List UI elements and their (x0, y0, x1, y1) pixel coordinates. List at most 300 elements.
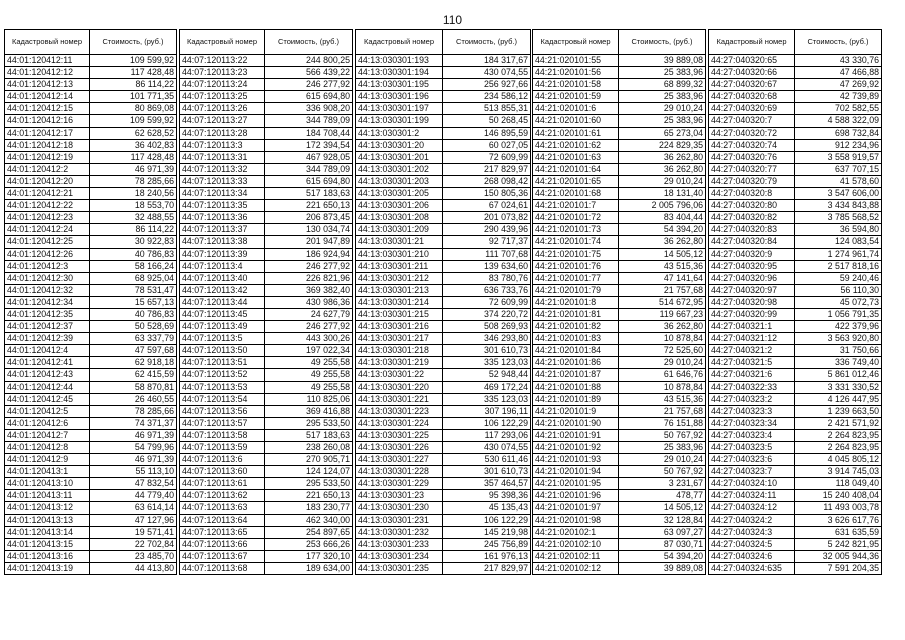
table-row (5, 490, 177, 502)
table-row (5, 478, 177, 490)
cadastral-number-cell: 44:21:020101:92 (533, 442, 619, 454)
cost-cell: 36 594,80 (795, 224, 882, 236)
table-row (5, 200, 177, 212)
cost-cell: 224 829,35 (619, 139, 706, 151)
cost-cell: 61 646,76 (619, 369, 706, 381)
cadastral-number-cell: 44:21:020101:87 (533, 369, 619, 381)
cost-cell: 184 708,44 (265, 127, 353, 139)
table-row (533, 321, 706, 333)
table-row (356, 175, 531, 187)
cost-cell: 270 905,71 (265, 454, 353, 466)
table-row (533, 175, 706, 187)
cadastral-number-cell: 44:01:120412:7 (5, 429, 90, 441)
cadastral-number-cell: 44:13:030301:211 (356, 260, 443, 272)
cost-cell: 3 547 606,00 (795, 188, 882, 200)
cadastral-number-cell: 44:01:120412:45 (5, 393, 90, 405)
table-row (709, 429, 882, 441)
cost-cell: 186 924,94 (265, 248, 353, 260)
cost-cell: 11 493 003,78 (795, 502, 882, 514)
cost-cell: 47 832,54 (90, 478, 177, 490)
table-row (356, 127, 531, 139)
cost-cell: 246 277,92 (265, 260, 353, 272)
table-row (5, 514, 177, 526)
cadastral-number-cell: 44:13:030301:23 (356, 490, 443, 502)
cadastral-number-cell: 44:21:020101:64 (533, 163, 619, 175)
cost-cell: 47 466,88 (795, 67, 882, 79)
cadastral-number-cell: 44:07:120113:38 (180, 236, 265, 248)
cadastral-number-cell: 44:07:120113:57 (180, 417, 265, 429)
table-row (180, 526, 353, 538)
table-header-row (533, 30, 706, 55)
table-row (5, 526, 177, 538)
cost-cell: 39 889,08 (619, 55, 706, 67)
cadastral-number-cell: 44:21:020101:56 (533, 67, 619, 79)
table-row (180, 296, 353, 308)
cost-cell: 46 971,39 (90, 429, 177, 441)
cost-cell: 29 010,24 (619, 103, 706, 115)
table-row (180, 272, 353, 284)
table-row (356, 321, 531, 333)
table-row (533, 103, 706, 115)
table-row (5, 115, 177, 127)
table-row (709, 175, 882, 187)
cadastral-number-cell: 44:13:030301:196 (356, 91, 443, 103)
cadastral-number-cell: 44:21:020102:10 (533, 538, 619, 550)
cadastral-number-cell: 44:27:040324:2 (709, 514, 795, 526)
cost-cell: 23 485,70 (90, 550, 177, 562)
cost-cell: 217 829,97 (443, 562, 531, 574)
cost-cell: 517 183,63 (265, 188, 353, 200)
cost-cell: 30 922,83 (90, 236, 177, 248)
cadastral-number-cell: 44:27:040320:82 (709, 212, 795, 224)
cadastral-number-cell: 44:07:120113:66 (180, 538, 265, 550)
cost-cell: 2 517 818,16 (795, 260, 882, 272)
table-row (533, 55, 706, 67)
cost-table-2 (179, 29, 353, 575)
table-row (709, 248, 882, 260)
cost-cell: 40 786,83 (90, 308, 177, 320)
table-row (356, 442, 531, 454)
cadastral-number-cell: 44:01:120412:18 (5, 139, 90, 151)
cadastral-number-cell: 44:07:120113:24 (180, 79, 265, 91)
cost-cell: 26 460,55 (90, 393, 177, 405)
table-row (180, 538, 353, 550)
table-row (356, 260, 531, 272)
cost-cell: 615 694,80 (265, 91, 353, 103)
cost-cell: 14 505,12 (619, 248, 706, 260)
table-row (533, 454, 706, 466)
cadastral-number-cell: 44:21:020102:12 (533, 562, 619, 574)
table-row (533, 429, 706, 441)
table-row (709, 163, 882, 175)
cost-cell: 110 825,06 (265, 393, 353, 405)
cost-cell: 72 609,99 (443, 151, 531, 163)
cost-cell: 14 505,12 (619, 502, 706, 514)
cost-cell: 86 114,22 (90, 224, 177, 236)
cost-cell: 469 172,24 (443, 381, 531, 393)
cost-cell: 32 005 944,36 (795, 550, 882, 562)
table-row (5, 151, 177, 163)
cost-cell: 467 928,05 (265, 151, 353, 163)
table-header-row (5, 30, 177, 55)
cadastral-number-cell: 44:27:040324:635 (709, 562, 795, 574)
table-row (356, 454, 531, 466)
table-row (356, 405, 531, 417)
table-row (533, 393, 706, 405)
cost-cell: 60 027,05 (443, 139, 531, 151)
cost-cell: 86 114,22 (90, 79, 177, 91)
table-row (709, 67, 882, 79)
cadastral-number-cell: 44:07:120113:61 (180, 478, 265, 490)
table-row (5, 454, 177, 466)
cadastral-number-cell: 44:13:030301:231 (356, 514, 443, 526)
cadastral-number-cell: 44:01:120413:13 (5, 514, 90, 526)
cadastral-number-cell: 44:01:120413:16 (5, 550, 90, 562)
table-header-row (180, 30, 353, 55)
cadastral-number-cell: 44:01:120412:44 (5, 381, 90, 393)
cadastral-number-cell: 44:01:120412:11 (5, 55, 90, 67)
table-row (533, 236, 706, 248)
cadastral-number-cell: 44:27:040321:5 (709, 357, 795, 369)
cost-cell: 422 379,96 (795, 321, 882, 333)
table-row (180, 369, 353, 381)
cadastral-number-cell: 44:07:120113:49 (180, 321, 265, 333)
cost-cell: 36 402,83 (90, 139, 177, 151)
table-row (5, 236, 177, 248)
cost-cell: 443 300,26 (265, 333, 353, 345)
cadastral-number-cell: 44:13:030301:214 (356, 296, 443, 308)
cadastral-number-cell: 44:07:120113:67 (180, 550, 265, 562)
cadastral-number-cell: 44:07:120113:45 (180, 308, 265, 320)
cost-cell: 54 799,96 (90, 442, 177, 454)
table-row (356, 369, 531, 381)
cadastral-number-cell: 44:01:120412:41 (5, 357, 90, 369)
cadastral-number-cell: 44:21:020101:62 (533, 139, 619, 151)
cost-cell: 50 767,92 (619, 429, 706, 441)
cadastral-number-cell: 44:27:040320:66 (709, 67, 795, 79)
cadastral-number-cell: 44:21:020101:55 (533, 55, 619, 67)
table-row (180, 200, 353, 212)
cost-cell: 4 126 447,95 (795, 393, 882, 405)
table-row (5, 284, 177, 296)
cadastral-number-cell: 44:21:020101:94 (533, 466, 619, 478)
table-row (5, 188, 177, 200)
table-row (180, 163, 353, 175)
cost-cell: 59 240,46 (795, 272, 882, 284)
page-number: 110 (442, 13, 463, 27)
cadastral-number-cell: 44:13:030301:234 (356, 550, 443, 562)
table-row (709, 333, 882, 345)
table-row (709, 284, 882, 296)
table-row (356, 357, 531, 369)
table-row (180, 248, 353, 260)
cost-cell: 101 771,35 (90, 91, 177, 103)
cadastral-number-cell: 44:07:120113:27 (180, 115, 265, 127)
cost-cell: 201 073,82 (443, 212, 531, 224)
cadastral-number-cell: 44:07:120113:4 (180, 260, 265, 272)
cadastral-number-cell: 44:13:030301:215 (356, 308, 443, 320)
table-row (5, 91, 177, 103)
table-row (356, 284, 531, 296)
cost-cell: 335 123,03 (443, 393, 531, 405)
cadastral-number-cell: 44:13:030301:220 (356, 381, 443, 393)
table-row (533, 417, 706, 429)
cadastral-number-cell: 44:07:120113:42 (180, 284, 265, 296)
cadastral-number-cell: 44:01:120413:10 (5, 478, 90, 490)
cost-cell: 109 599,92 (90, 115, 177, 127)
table-row (180, 381, 353, 393)
cadastral-number-cell: 44:01:120412:2 (5, 163, 90, 175)
cost-cell: 63 337,79 (90, 333, 177, 345)
cost-cell: 514 672,95 (619, 296, 706, 308)
table-row (5, 55, 177, 67)
cost-cell: 68 899,32 (619, 79, 706, 91)
cost-cell: 31 750,66 (795, 345, 882, 357)
cost-cell: 78 285,66 (90, 405, 177, 417)
cadastral-number-cell: 44:01:120412:25 (5, 236, 90, 248)
cadastral-number-cell: 44:01:120412:3 (5, 260, 90, 272)
cost-cell: 118 049,40 (795, 478, 882, 490)
cost-table-4 (532, 29, 706, 575)
cost-cell: 62 415,59 (90, 369, 177, 381)
cadastral-number-cell: 44:21:020101:65 (533, 175, 619, 187)
cost-cell: 47 141,64 (619, 272, 706, 284)
table-row (5, 538, 177, 550)
table-row (180, 236, 353, 248)
cadastral-number-cell: 44:21:020101:61 (533, 127, 619, 139)
table-row (533, 381, 706, 393)
cadastral-number-cell: 44:07:120113:32 (180, 163, 265, 175)
cadastral-number-cell: 44:01:120412:12 (5, 67, 90, 79)
table-row (5, 79, 177, 91)
cadastral-number-cell: 44:07:120113:39 (180, 248, 265, 260)
header-cost: Стоимость, (руб.) (265, 30, 353, 55)
cost-cell: 1 056 791,35 (795, 308, 882, 320)
cost-cell: 268 098,42 (443, 175, 531, 187)
cadastral-number-cell: 44:21:020101:81 (533, 308, 619, 320)
cost-cell: 43 330,76 (795, 55, 882, 67)
table-row (356, 236, 531, 248)
cadastral-number-cell: 44:01:120412:8 (5, 442, 90, 454)
cadastral-number-cell: 44:27:040323:7 (709, 466, 795, 478)
table-row (709, 526, 882, 538)
table-row (5, 296, 177, 308)
cost-cell: 56 110,30 (795, 284, 882, 296)
cadastral-number-cell: 44:07:120113:59 (180, 442, 265, 454)
cadastral-number-cell: 44:07:120113:6 (180, 454, 265, 466)
table-row (533, 490, 706, 502)
cadastral-number-cell: 44:13:030301:227 (356, 454, 443, 466)
cost-cell: 92 717,37 (443, 236, 531, 248)
table-row (180, 514, 353, 526)
cost-cell: 2 264 823,95 (795, 442, 882, 454)
cost-cell: 226 821,96 (265, 272, 353, 284)
table-row (356, 272, 531, 284)
cost-cell: 336 908,20 (265, 103, 353, 115)
table-row (709, 151, 882, 163)
cadastral-number-cell: 44:13:030301:216 (356, 321, 443, 333)
table-row (533, 514, 706, 526)
cost-cell: 21 757,68 (619, 405, 706, 417)
table-row (709, 200, 882, 212)
table-row (356, 514, 531, 526)
cost-cell: 636 733,76 (443, 284, 531, 296)
cost-cell: 177 320,10 (265, 550, 353, 562)
cadastral-number-cell: 44:13:030301:194 (356, 67, 443, 79)
cadastral-number-cell: 44:13:030301:233 (356, 538, 443, 550)
table-row (356, 151, 531, 163)
cost-cell: 54 394,20 (619, 550, 706, 562)
header-cadastral-number: Кадастровый номер (533, 30, 619, 55)
cost-cell: 19 571,41 (90, 526, 177, 538)
table-row (709, 224, 882, 236)
table-row (180, 502, 353, 514)
cadastral-number-cell: 44:21:020101:86 (533, 357, 619, 369)
cadastral-number-cell: 44:07:120113:60 (180, 466, 265, 478)
cadastral-number-cell: 44:21:020101:88 (533, 381, 619, 393)
cadastral-number-cell: 44:21:020101:91 (533, 429, 619, 441)
table-row (533, 248, 706, 260)
cadastral-number-cell: 44:01:120413:14 (5, 526, 90, 538)
cost-cell: 307 196,11 (443, 405, 531, 417)
table-row (709, 562, 882, 574)
cadastral-number-cell: 44:21:020101:75 (533, 248, 619, 260)
cost-cell: 25 383,96 (619, 91, 706, 103)
table-row (356, 91, 531, 103)
table-row (356, 538, 531, 550)
cadastral-number-cell: 44:21:020102:11 (533, 550, 619, 562)
cadastral-number-cell: 44:01:120412:35 (5, 308, 90, 320)
cost-cell: 36 262,80 (619, 321, 706, 333)
table-row (533, 345, 706, 357)
table-row (356, 139, 531, 151)
cost-cell: 238 260,08 (265, 442, 353, 454)
table-row (533, 91, 706, 103)
cost-cell: 256 927,66 (443, 79, 531, 91)
cadastral-number-cell: 44:01:120412:14 (5, 91, 90, 103)
cadastral-number-cell: 44:21:020101:74 (533, 236, 619, 248)
cost-table-3 (355, 29, 531, 575)
table-row (5, 429, 177, 441)
cost-cell: 111 707,68 (443, 248, 531, 260)
table-row (5, 321, 177, 333)
cost-cell: 201 947,89 (265, 236, 353, 248)
table-row (709, 79, 882, 91)
cadastral-number-cell: 44:01:120412:24 (5, 224, 90, 236)
cost-cell: 15 240 408,04 (795, 490, 882, 502)
table-row (356, 393, 531, 405)
table-row (356, 345, 531, 357)
cadastral-number-cell: 44:27:040320:67 (709, 79, 795, 91)
cadastral-number-cell: 44:01:120412:20 (5, 175, 90, 187)
cadastral-number-cell: 44:27:040320:9 (709, 248, 795, 260)
cost-cell: 336 749,40 (795, 357, 882, 369)
cadastral-number-cell: 44:27:040321:6 (709, 369, 795, 381)
table-header-row (356, 30, 531, 55)
cadastral-number-cell: 44:27:040320:68 (709, 91, 795, 103)
table-row (180, 550, 353, 562)
cadastral-number-cell: 44:13:030301:221 (356, 393, 443, 405)
cost-cell: 478,77 (619, 490, 706, 502)
cost-cell: 631 635,59 (795, 526, 882, 538)
cadastral-number-cell: 44:13:030301:22 (356, 369, 443, 381)
cost-cell: 10 878,84 (619, 381, 706, 393)
table-row (709, 381, 882, 393)
cost-cell: 62 918,18 (90, 357, 177, 369)
cost-cell: 530 611,46 (443, 454, 531, 466)
table-row (180, 454, 353, 466)
table-row (533, 502, 706, 514)
cost-cell: 65 273,04 (619, 127, 706, 139)
table-row (533, 478, 706, 490)
table-row (533, 308, 706, 320)
cadastral-number-cell: 44:27:040320:7 (709, 115, 795, 127)
table-row (5, 127, 177, 139)
cadastral-number-cell: 44:21:020101:96 (533, 490, 619, 502)
cost-cell: 47 269,92 (795, 79, 882, 91)
table-row (533, 163, 706, 175)
cadastral-number-cell: 44:27:040324:11 (709, 490, 795, 502)
cadastral-number-cell: 44:13:030301:202 (356, 163, 443, 175)
table-row (709, 405, 882, 417)
table-row (533, 224, 706, 236)
cost-cell: 117 428,48 (90, 151, 177, 163)
table-row (533, 79, 706, 91)
cost-cell: 87 030,71 (619, 538, 706, 550)
cost-cell: 58 166,24 (90, 260, 177, 272)
table-row (709, 55, 882, 67)
cadastral-number-cell: 44:27:040320:65 (709, 55, 795, 67)
cost-cell: 146 895,59 (443, 127, 531, 139)
cost-cell: 74 371,37 (90, 417, 177, 429)
table-row (5, 369, 177, 381)
table-row (709, 357, 882, 369)
table-row (356, 200, 531, 212)
table-row (533, 127, 706, 139)
cadastral-number-cell: 44:01:120412:21 (5, 188, 90, 200)
cadastral-number-cell: 44:21:020101:7 (533, 200, 619, 212)
table-row (180, 466, 353, 478)
cadastral-number-cell: 44:27:040323:34 (709, 417, 795, 429)
cadastral-number-cell: 44:13:030301:2 (356, 127, 443, 139)
cost-cell: 295 533,50 (265, 478, 353, 490)
cost-cell: 72 609,99 (443, 296, 531, 308)
cost-cell: 1 239 663,50 (795, 405, 882, 417)
cost-cell: 217 829,97 (443, 163, 531, 175)
cost-cell: 145 219,98 (443, 526, 531, 538)
cadastral-number-cell: 44:07:120113:58 (180, 429, 265, 441)
table-row (180, 224, 353, 236)
table-row (5, 260, 177, 272)
cadastral-number-cell: 44:13:030301:226 (356, 442, 443, 454)
cost-cell: 3 558 919,57 (795, 151, 882, 163)
cost-cell: 52 948,44 (443, 369, 531, 381)
cadastral-number-cell: 44:13:030301:212 (356, 272, 443, 284)
table-row (356, 466, 531, 478)
cost-cell: 4 588 322,09 (795, 115, 882, 127)
cadastral-number-cell: 44:01:120412:34 (5, 296, 90, 308)
table-row (709, 308, 882, 320)
header-cost: Стоимость, (руб.) (795, 30, 882, 55)
table-row (180, 139, 353, 151)
cadastral-number-cell: 44:27:040320:76 (709, 151, 795, 163)
cadastral-number-cell: 44:13:030301:218 (356, 345, 443, 357)
cost-cell: 3 231,67 (619, 478, 706, 490)
table-row (356, 478, 531, 490)
cost-cell: 62 628,52 (90, 127, 177, 139)
table-row (356, 115, 531, 127)
cadastral-number-cell: 44:07:120113:26 (180, 103, 265, 115)
